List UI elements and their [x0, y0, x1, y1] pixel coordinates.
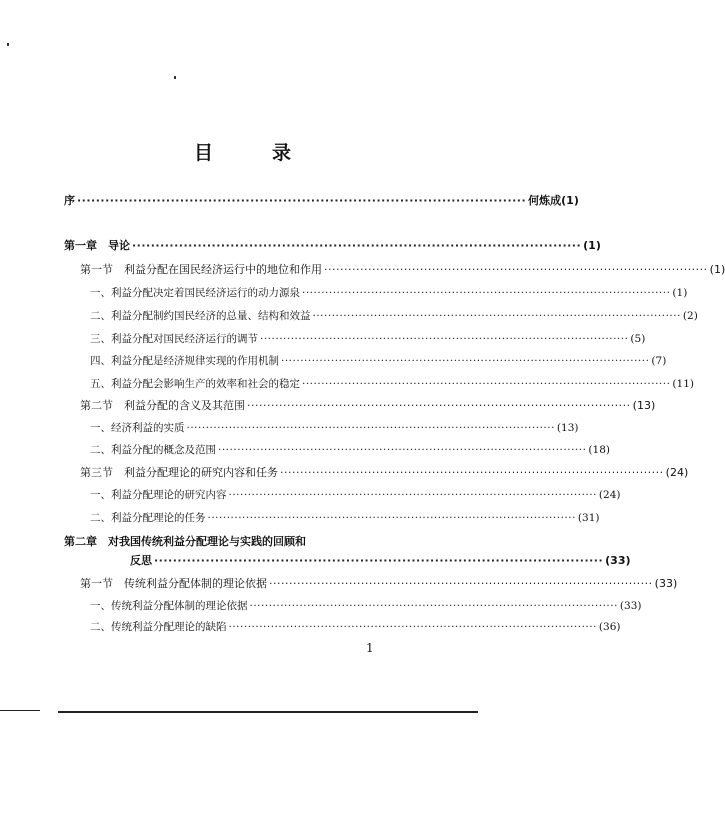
- toc-label: 第二节 利益分配的含义及其范围: [80, 399, 245, 412]
- toc-page: (13): [632, 399, 656, 412]
- toc-entry-section[interactable]: [80, 465, 689, 481]
- dot-leader: ································································································: [302, 287, 671, 299]
- toc-label: 一、利益分配理论的研究内容: [90, 489, 227, 501]
- toc-label: 第一章 导论: [64, 239, 130, 252]
- toc-page: (24): [598, 489, 621, 501]
- dot-leader: ································································································: [77, 194, 527, 207]
- toc-entry-item[interactable]: [90, 420, 579, 436]
- toc-label: 二、传统利益分配理论的缺陷: [90, 621, 227, 633]
- toc-page: (2): [682, 310, 698, 322]
- dot-leader: ································································································: [218, 444, 587, 456]
- dot-leader: ································································································: [228, 489, 597, 501]
- dot-leader: ································································································: [312, 310, 681, 322]
- toc-label: 二、利益分配理论的任务: [90, 512, 206, 524]
- toc-entry-chapter-1[interactable]: [64, 238, 601, 254]
- dot-leader: ································································································: [247, 399, 631, 412]
- dot-leader: ································································································: [154, 554, 604, 567]
- toc-label: 四、利益分配是经济规律实现的作用机制: [90, 355, 279, 367]
- dot-leader: ································································································: [249, 600, 618, 612]
- toc-entry-item[interactable]: [90, 598, 642, 614]
- dot-leader: ································································································: [260, 333, 629, 345]
- toc-page: (33): [605, 554, 631, 567]
- toc-entry-item[interactable]: [90, 442, 610, 458]
- toc-label: 二、利益分配制约国民经济的总量、结构和效益: [90, 310, 311, 322]
- toc-entry-preface[interactable]: [64, 193, 579, 209]
- toc-entry-item[interactable]: [90, 308, 698, 324]
- dot-leader: ································································································: [207, 512, 576, 524]
- toc-page: (11): [672, 378, 694, 390]
- dot-leader: ································································································: [302, 378, 671, 390]
- toc-page: (33): [654, 577, 678, 590]
- dot-leader: ································································································: [281, 355, 650, 367]
- dot-leader: ································································································: [228, 621, 597, 633]
- toc-page: 何炼成(1): [528, 194, 579, 207]
- scan-speck: [7, 43, 9, 46]
- toc-entry-item[interactable]: [90, 331, 646, 347]
- toc-page: (36): [598, 621, 621, 633]
- toc-page: (1): [583, 239, 601, 252]
- toc-label: 序: [64, 194, 75, 207]
- toc-entry-section[interactable]: [80, 576, 678, 592]
- toc-page: (31): [577, 512, 600, 524]
- toc-label: 三、利益分配对国民经济运行的调节: [90, 333, 258, 345]
- toc-entry-section[interactable]: [80, 398, 656, 414]
- toc-label: 一、经济利益的实质: [90, 422, 185, 434]
- toc-page: (1): [672, 287, 688, 299]
- toc-page: (1): [709, 263, 725, 276]
- toc-page: (5): [630, 333, 646, 345]
- page-number: 1: [366, 641, 374, 655]
- toc-label: 第一节 传统利益分配体制的理论依据: [80, 577, 267, 590]
- scan-edge-rule: [0, 710, 40, 711]
- toc-page: (24): [665, 466, 689, 479]
- toc-page: (7): [651, 355, 667, 367]
- dot-leader: ································································································: [186, 422, 555, 434]
- toc-entry-chapter-2[interactable]: [130, 553, 631, 569]
- toc-page: (18): [588, 444, 610, 456]
- toc-entry-section[interactable]: [80, 262, 725, 278]
- toc-entry-chapter-2-line1[interactable]: 第二章 对我国传统利益分配理论与实践的回顾和: [64, 535, 306, 548]
- toc-entry-item[interactable]: [90, 353, 667, 369]
- toc-label: 第三节 利益分配理论的研究内容和任务: [80, 466, 278, 479]
- toc-page: (33): [619, 600, 642, 612]
- toc-label: 一、传统利益分配体制的理论依据: [90, 600, 248, 612]
- page-title: 目 录: [193, 142, 311, 164]
- toc-entry-item[interactable]: [90, 619, 621, 635]
- toc-label: 反思: [130, 554, 152, 567]
- toc-label: 一、利益分配决定着国民经济运行的动力源泉: [90, 287, 300, 299]
- scan-speck: [174, 76, 176, 79]
- toc-label: 第一节 利益分配在国民经济运行中的地位和作用: [80, 263, 322, 276]
- dot-leader: ································································································: [324, 263, 708, 276]
- toc-entry-item[interactable]: [90, 487, 621, 503]
- scan-edge-rule: [58, 711, 478, 713]
- dot-leader: ································································································: [132, 239, 582, 252]
- dot-leader: ································································································: [269, 577, 653, 590]
- toc-page: (13): [556, 422, 579, 434]
- toc-entry-item[interactable]: [90, 510, 600, 526]
- toc-label: 二、利益分配的概念及范围: [90, 444, 216, 456]
- toc-entry-item[interactable]: [90, 285, 688, 301]
- toc-entry-item[interactable]: [90, 376, 694, 392]
- toc-label: 五、利益分配会影响生产的效率和社会的稳定: [90, 378, 300, 390]
- dot-leader: ································································································: [280, 466, 664, 479]
